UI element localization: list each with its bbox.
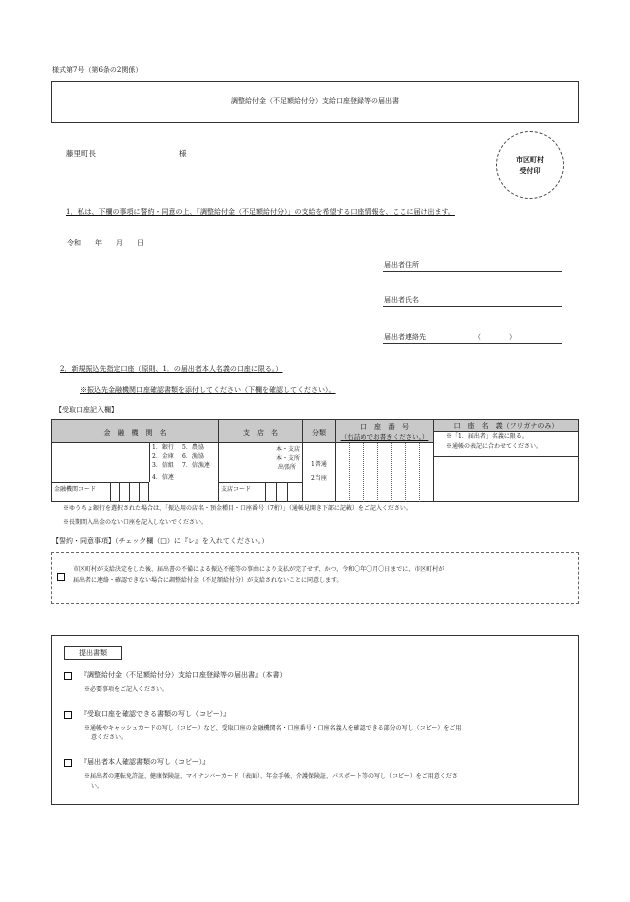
- doc3-checkbox[interactable]: [64, 759, 72, 767]
- branch-code-box-1[interactable]: [265, 482, 266, 502]
- bank-type-3: 3．信組: [152, 462, 174, 469]
- address-line[interactable]: [383, 271, 562, 272]
- bank-type-divider: [149, 443, 150, 482]
- section2-text: 2．新規振込先指定口座（原則、1．の届出者本人名義の口座に限る。）: [60, 365, 283, 373]
- bank-code-box-4[interactable]: [139, 482, 140, 502]
- bank-code-box-end: [148, 482, 149, 502]
- applicant-name-label: 届出者氏名: [384, 296, 419, 304]
- header-holder: 口 座 名 義（フリガナのみ）: [433, 419, 579, 432]
- branch-code-divider: [218, 482, 303, 483]
- bank-code-label: 金融機関コード: [54, 486, 97, 493]
- type-cell[interactable]: [302, 442, 336, 502]
- doc2-note-2: 意ください。: [91, 734, 128, 741]
- account-type-1: 1普通: [311, 461, 327, 468]
- account-type-2: 2当座: [311, 475, 327, 482]
- bank-type-1: 1．銀行: [152, 444, 174, 451]
- digit-divider: [363, 443, 364, 502]
- reception-stamp-area: [496, 131, 564, 199]
- addressee-town: 藤里町長: [66, 149, 96, 158]
- header-number-sub: （右詰めでお書きください。）: [340, 433, 429, 441]
- consent-line2: 届出者に連絡・確認できない場合に調整給付金（不足額給付分）が支給されないことに同意します。: [73, 577, 343, 584]
- documents-box: [51, 635, 579, 805]
- header-number: [335, 419, 434, 443]
- bank-type-5: 5．農協: [182, 444, 204, 451]
- digit-divider: [391, 443, 392, 502]
- doc3-note-2: い。: [91, 783, 104, 790]
- branch-type-2: 本・支所: [276, 455, 301, 462]
- consent-checkbox[interactable]: [57, 573, 65, 581]
- holder-note-1: ※「1．届出者」名義に限る。: [446, 433, 528, 440]
- doc2-title: 『受取口座を確認できる書類の写し（コピー）』: [80, 710, 231, 718]
- contact-parens: （ ）: [474, 333, 516, 341]
- header-number-main: 口 座 番 号: [360, 423, 409, 431]
- consent-label: 【誓約・同意事項】（チェック欄（□）に『レ』を入れてください。）: [52, 537, 269, 545]
- bank-code-divider: [51, 482, 148, 483]
- stamp-line2: 受付印: [519, 166, 541, 175]
- bank-type-2: 2．金庫: [152, 453, 174, 460]
- doc2-note-1: ※通帳やキャッシュカードの写し（コピー）など、受取口座の金融機関名・口座番号・口座名義人を確認できる部分の写し（コピー）をご用: [84, 725, 462, 732]
- name-line[interactable]: [383, 306, 562, 307]
- section2-note: ※振込先金融機関口座確認書類を添付してください（下欄を確認してください）。: [80, 386, 336, 394]
- digit-divider: [419, 443, 420, 502]
- title-box: [51, 81, 579, 123]
- branch-code-box-3[interactable]: [287, 482, 288, 502]
- branch-code-box-2[interactable]: [276, 482, 277, 502]
- stamp-line1: 市区町村: [516, 155, 544, 164]
- branch-code-label: 支店コード: [221, 486, 252, 493]
- doc2-checkbox[interactable]: [64, 711, 72, 719]
- holder-divider: [433, 456, 579, 457]
- consent-box: [51, 552, 579, 604]
- account-table-caption: 【受取口座記入欄】: [55, 406, 118, 414]
- applicant-address-label: 届出者住所: [384, 261, 419, 269]
- header-type: 分類: [302, 419, 336, 443]
- digit-divider: [377, 443, 378, 502]
- contact-line[interactable]: [383, 343, 562, 344]
- bank-code-box-3[interactable]: [129, 482, 130, 502]
- doc1-note: ※必要事項をご記入ください。: [84, 686, 169, 693]
- form-number: 様式第7号（第6条の2関係）: [52, 66, 143, 74]
- bank-type-7: 7．信漁連: [182, 462, 210, 469]
- holder-note-2: ※通帳の表記に合わせてください。: [446, 443, 543, 450]
- doc1-checkbox[interactable]: [64, 672, 72, 680]
- applicant-contact-label: 届出者連絡先: [384, 333, 426, 341]
- digit-divider: [405, 443, 406, 502]
- documents-label-box: [64, 646, 122, 660]
- bank-code-box-2[interactable]: [119, 482, 120, 502]
- header-bank: 金 融 機 関 名: [51, 419, 219, 443]
- consent-line1: 市区町村が支給決定をした後、届出書の不備による振込不能等の事由により支払が完了せず、かつ、令和〇年〇月〇日までに、市区町村が: [73, 566, 445, 573]
- note-dormant: ※長期間入出金のない口座を記入しないでください。: [63, 519, 208, 526]
- doc3-note-1: ※届出者の運転免許証、健康保険証、マイナンバーカード（表面）、年金手帳、介護保険証、パスポート等の写し（コピー）をご用意くださ: [84, 773, 458, 780]
- doc1-title: 『調整給付金（不足額給付分）支給口座登録等の届出書』（本書）: [80, 671, 287, 679]
- bank-type-4: 4．信連: [152, 474, 174, 481]
- date-label: 令和 年 月 日: [67, 239, 144, 247]
- addressee-honorific: 様: [179, 149, 187, 158]
- holder-cell[interactable]: [433, 431, 579, 502]
- header-branch: 支 店 名: [218, 419, 303, 443]
- branch-type-3: 出張所: [278, 464, 297, 471]
- note-yucho: ※ゆうちょ銀行を選択された場合は、「振込用の店名・預金種目・口座番号（7桁）」（通帳見開き下部に記載）をご記入ください。: [63, 505, 412, 512]
- bank-code-box-1[interactable]: [110, 482, 111, 502]
- documents-label: 提出書類: [79, 649, 107, 657]
- section1-text: 1．私は、下欄の事項に誓約・同意の上、「調整給付金（不足額給付分）」の支給を希望する口座情報を、ここに届け出ます。: [66, 208, 455, 216]
- digit-divider: [349, 443, 350, 502]
- branch-type-1: 本・支店: [276, 446, 301, 453]
- form-title: 調整給付金（不足額給付分）支給口座登録等の届出書: [231, 97, 399, 105]
- bank-type-6: 6．漁協: [182, 453, 204, 460]
- doc3-title: 『届出者本人確認書類の写し（コピー）』: [80, 758, 210, 766]
